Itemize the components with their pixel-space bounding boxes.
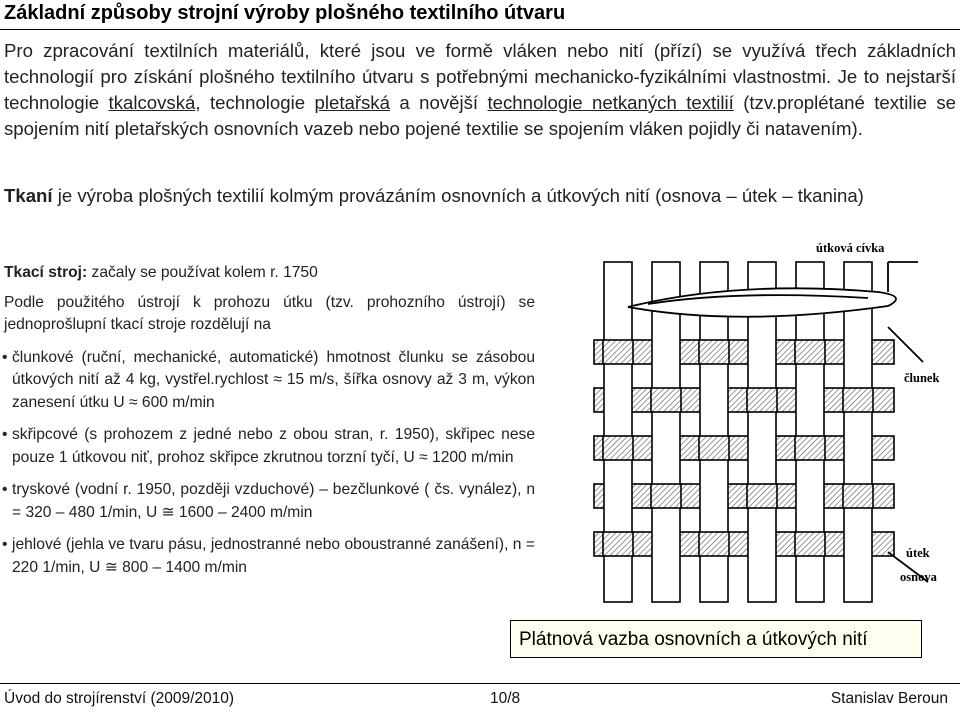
label-utek: útek	[906, 546, 930, 560]
weft-crossing	[747, 484, 777, 508]
page-title: Základní způsoby strojní výroby plošného textilního útvaru	[4, 2, 566, 24]
loom-section	[4, 262, 535, 579]
label-osnova: osnova	[900, 570, 937, 584]
weft-crossing	[603, 532, 633, 556]
footer-page-number: 10/8	[490, 690, 521, 707]
tkani-paragraph: Tkaní je výroba plošných textilií kolmým provázáním osnovních a útkových nití (osnova – útek – tkanina)	[4, 185, 864, 206]
weft-crossing	[699, 532, 729, 556]
intro-paragraph: Pro zpracování textilních materiálů, které jsou ve formě vláken nebo nití (přízí) se využívá třech základních technologií pro získání plošného textilního útvaru s potřebnými mechanicko-fyzikálními vlastnostmi. Je to nejstarší technologie tkalcovská, technologie pletařská a novější technologie netkaných textilií (tzv.proplétané textilie se spojením nití pletařských osnovních vazeb nebo pojené textilie se spojením vláken pojidly či natavením).	[4, 40, 957, 139]
weft-crossing	[651, 388, 681, 412]
bullet-jehlove: • jehlové (jehla ve tvaru pásu, jednostranné nebo oboustranné zanášení), n = 220 1/min, U ≅ 800 – 1400 m/min	[4, 534, 535, 579]
weft-crossing	[603, 340, 633, 364]
weft-crossing	[699, 340, 729, 364]
term-tkalcovska: tkalcovská	[108, 92, 196, 113]
label-utkova-civka: útková cívka	[816, 241, 885, 255]
term-tkani: Tkaní	[4, 185, 53, 206]
weft-crossing	[651, 484, 681, 508]
title-divider	[0, 29, 960, 30]
weft-crossing	[795, 436, 825, 460]
footer-course: Úvod do strojírenství (2009/2010)	[4, 690, 235, 707]
loom-intro: Podle použitého ústrojí k prohozu útku (tzv. prohozního ústrojí) se jednoprošlupní tkací stroje rozdělují na	[4, 293, 535, 333]
plain-weave-figure	[588, 232, 956, 616]
weft-crossing	[795, 340, 825, 364]
footer-author: Stanislav Beroun	[830, 690, 948, 707]
weft-crossing	[747, 388, 777, 412]
term-pletarska: pletařská	[314, 92, 390, 113]
weft-crossing	[603, 436, 633, 460]
bullet-tryskove: • tryskové (vodní r. 1950, později vzduchové) – bezčlunkové ( čs. vynález), n = 320 – 480 1/min, U ≅ 1600 – 2400 m/min	[4, 479, 535, 524]
bullet-skripcove: • skřipcové (s prohozem z jedné nebo z obou stran, r. 1950), skřipec nese pouze 1 útkovou niť, prohoz skřipce zkrutnou torzní tyčí, U ≈ 1200 m/min	[4, 424, 535, 469]
weft-crossing	[795, 532, 825, 556]
weft-crossing	[843, 484, 873, 508]
bullet-clunkove: • člunkové (ruční, mechanické, automatické) hmotnost člunku se zásobou útkových nití až 4 kg, vystřel.rychlost ≈ 15 m/s, šířka osnovy až 3 m, výkon zanesení útku U ≈ 600 m/min	[4, 347, 535, 415]
footer-divider	[0, 683, 960, 684]
figure-caption: Plátnová vazba osnovních a útkových nití	[510, 620, 922, 658]
warp-thread	[844, 262, 872, 602]
label-clunek: člunek	[904, 371, 940, 385]
weft-crossing	[699, 436, 729, 460]
weft-crossing	[843, 388, 873, 412]
term-netkanych: technologie netkaných textilií	[487, 92, 734, 113]
loom-heading: Tkací stroj: začaly se používat kolem r. 1750	[4, 264, 318, 281]
